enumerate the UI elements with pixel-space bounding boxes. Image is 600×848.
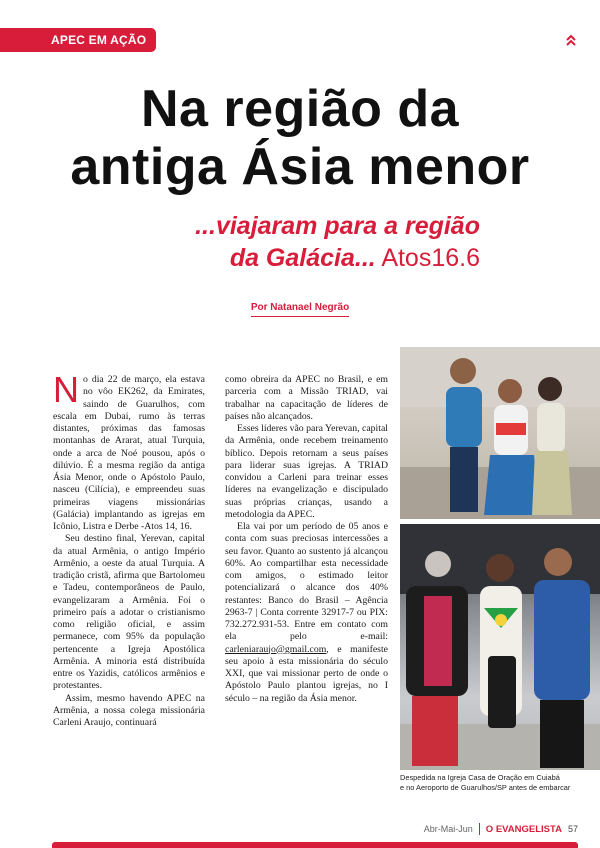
text-column-2 bbox=[225, 374, 388, 705]
paragraph: Ela vai por um período de 05 anos e conta com suas preciosas intercessões a seu favor. Quanto ao sustento já alcançou 60%. Ao compartilhar esta necessidade com amigos, o estimado leitor potencializará o alcance dos 40% restantes: Banco do Brasil – Agência 2963-7 | Conta corrente 32917-7 ou PIX: 732.272.931-53. Entre em contato com ela pelo e-mail: carleniaraujo@gmail.com, e manifeste seu apoio à esta missionária do século XXI, que vai missionar perto de onde o Apóstolo Paulo plantou igrejas, no I século – na região da Ásia menor. bbox=[225, 521, 388, 704]
title-line-1: Na região da bbox=[140, 80, 460, 138]
page-footer bbox=[424, 823, 578, 835]
bible-reference: Atos16.6 bbox=[381, 244, 480, 272]
issue-label: Abr-Mai-Jun bbox=[423, 824, 473, 834]
email-link[interactable]: carleniaraujo@gmail.com bbox=[225, 643, 327, 655]
bottom-accent-bar bbox=[52, 842, 578, 848]
paragraph: No dia 22 de março, ela estava no vôo EK262, da Emirates, saindo de Guarulhos, com escala em Dubai, rumo às terras distantes, próximas das famosas montanhas de Ararat, atual Turquia, onde a arca de Noé pousou, após o dilúvio. É a mesma região da antiga Ásia Menor, onde o Apóstolo Paulo, nasceu (Cilícia), e empreendeu suas primeiras viagens missionárias (Galácia) implantando as igrejas em Icônio, Listra e Derbe -Atos 14, 16. bbox=[53, 369, 205, 532]
author-name: Por Natanael Negrão bbox=[251, 302, 349, 317]
footer-divider bbox=[479, 823, 480, 835]
paragraph: Assim, mesmo havendo APEC na Armênia, a nossa colega missionária Carleni Araujo, continuará bbox=[53, 692, 205, 728]
photo-caption: Despedida na Igreja Casa de Oração em Cuiabá e no Aeroporto de Guarulhos/SP antes de embarcar bbox=[400, 773, 571, 792]
paragraph: Esses líderes vão para Yerevan, capital da Armênia, onde recebem treinamento bíblico. Depois retornam a seus países para liderar suas igrejas. A TRIAD convidou a Carleni para treinar esses líderes na evangelização e discipulado suas próprias crianças, usando a metodologia da APEC. bbox=[225, 423, 388, 520]
article-subtitle bbox=[60, 210, 480, 274]
magazine-name: O EVANGELISTA bbox=[485, 823, 562, 835]
photo-airport-farewell bbox=[400, 524, 600, 770]
byline bbox=[0, 302, 600, 313]
photo-church-farewell bbox=[400, 347, 600, 519]
section-tag bbox=[0, 28, 156, 52]
drop-cap: N bbox=[53, 369, 79, 410]
subtitle-line-1: ...viajaram para a região bbox=[195, 212, 480, 240]
section-tag-label: APEC EM AÇÃO bbox=[51, 33, 147, 47]
paragraph: Seu destino final, Yerevan, capital da atual Armênia, o antigo Império Armênio, a oeste da atual Turquia. A tradição cristã, afirma que Bartolomeu e Tadeu, contemporâneos de Paulo, evangelizaram a Armênia. Foi o primeiro país a adotar o cristianismo como religião oficial, e assim permanece, com 95% da população pertencente a Igreja Apostólica Armênia. A minoria está distribuída entre os Yazidis, católicos armênios e protestantes. bbox=[53, 533, 205, 692]
text-column-1 bbox=[53, 369, 205, 729]
title-line-2: antiga Ásia menor bbox=[70, 138, 530, 196]
paragraph: como obreira da APEC no Brasil, e em parceria com a Missão TRIAD, vai trabalhar na capacitação de líderes de países não alcançados. bbox=[225, 374, 388, 422]
double-chevron-up-icon bbox=[564, 32, 578, 48]
subtitle-line-2: da Galácia... bbox=[229, 244, 376, 272]
article-title bbox=[0, 80, 600, 196]
page-number: 57 bbox=[567, 824, 578, 834]
